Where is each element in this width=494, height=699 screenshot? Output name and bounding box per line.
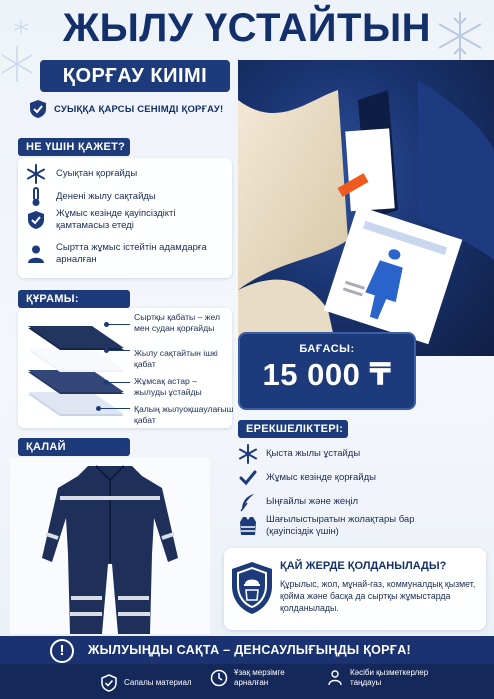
why-item — [26, 164, 137, 184]
person-icon — [26, 244, 46, 264]
usage-title: ҚАЙ ЖЕРДЕ ҚОЛДАНЫЛАДЫ? — [280, 560, 447, 572]
layer-connector — [108, 382, 130, 383]
features-heading: ЕРЕКШЕЛІКТЕРІ: — [238, 420, 348, 438]
price-box — [238, 332, 416, 410]
why-item-text: Денені жылу сақтайды — [56, 191, 156, 202]
feature-item — [238, 468, 376, 488]
page-title: ЖЫЛУ ҮСТАЙТЫН — [62, 6, 432, 50]
check-icon — [238, 468, 258, 488]
footer-item-text: Кәсіби қызметкерлер таңдауы — [350, 668, 429, 687]
footer-slogan: ЖЫЛУЫҢДЫ САҚТА – ДЕНСАУЛЫҒЫҢДЫ ҚОРҒА! — [88, 643, 411, 657]
feature-text: Жұмыс кезінде қорғайды — [266, 472, 376, 483]
feature-item — [238, 514, 436, 538]
layer-connector — [108, 350, 130, 351]
why-item — [26, 208, 226, 232]
product-photo-coverall — [10, 458, 210, 634]
layer-connector — [108, 324, 130, 325]
clock-icon — [210, 669, 228, 687]
layer-label: Жылу сақтайтын ішкі қабат — [134, 348, 218, 369]
look-heading: ҚАЛАЙ — [18, 438, 130, 456]
tagline-text: СУЫҚҚА ҚАРСЫ СЕНІМДІ ҚОРҒАУ! — [54, 103, 224, 115]
thermometer-icon — [26, 187, 46, 207]
footer-item — [326, 668, 430, 688]
why-heading: НЕ ҮШІН ҚАЖЕТ? — [18, 138, 130, 156]
feature-item — [238, 492, 358, 512]
layer-connector — [100, 408, 130, 409]
composition-heading: ҚҰРАМЫ: — [18, 290, 130, 308]
footer-item — [210, 668, 294, 688]
price-value: 15 000 ₸ — [262, 357, 392, 392]
exclamation-icon: ! — [50, 639, 74, 663]
shield-worker-icon — [230, 560, 274, 616]
footer-item-text: Ұзақ мерзімге арналған — [234, 668, 285, 687]
layer-label: Жұмсақ астар – жылуды ұстайды — [134, 376, 202, 397]
layer-label: Сыртқы қабаты – жел мен судан қорғайды — [134, 312, 221, 333]
why-item — [26, 242, 236, 266]
footer-item-text: Сапалы материал — [124, 678, 192, 687]
shield-check-icon — [28, 99, 48, 119]
feather-icon — [238, 492, 258, 512]
product-photo-lining — [238, 60, 494, 356]
price-label: БАҒАСЫ: — [299, 343, 355, 355]
why-item-text: Сыртта жұмыс істейтін адамдарға арналған — [56, 242, 207, 265]
feature-text: Ыңғайлы және жеңіл — [266, 496, 359, 507]
usage-text: Құрылыс, жол, мұнай-газ, коммуналдық қызмет, қойма және басқа да сыртқы жұмыстарда қолданылады. — [280, 579, 476, 613]
snowflake-icon — [26, 164, 46, 184]
feature-text: Қыста жылы ұстайды — [266, 448, 361, 459]
feature-text: Шағылыстыратын жолақтары бар (қауіпсіздік үшін) — [266, 514, 415, 537]
shield-check-icon — [26, 210, 46, 230]
snowflake-decor-icon — [2, 44, 32, 84]
page-subtitle: ҚОРҒАУ КИІМІ — [40, 60, 230, 92]
footer-item — [100, 674, 192, 692]
why-item-text: Жұмыс кезінде қауіпсіздікті қамтамасыз етеді — [56, 208, 176, 231]
layer-label: Қалың жылуоқшаулағыш қабат — [134, 404, 234, 425]
feature-item — [238, 444, 360, 464]
why-item — [26, 187, 156, 207]
why-item-text: Суықтан қорғайды — [56, 168, 138, 179]
tagline — [28, 98, 238, 120]
shield-check-icon — [100, 674, 118, 692]
workers-icon — [326, 669, 344, 687]
snowflake-icon — [238, 444, 258, 464]
footer-slogan-band — [0, 636, 494, 664]
vest-icon — [238, 516, 258, 536]
